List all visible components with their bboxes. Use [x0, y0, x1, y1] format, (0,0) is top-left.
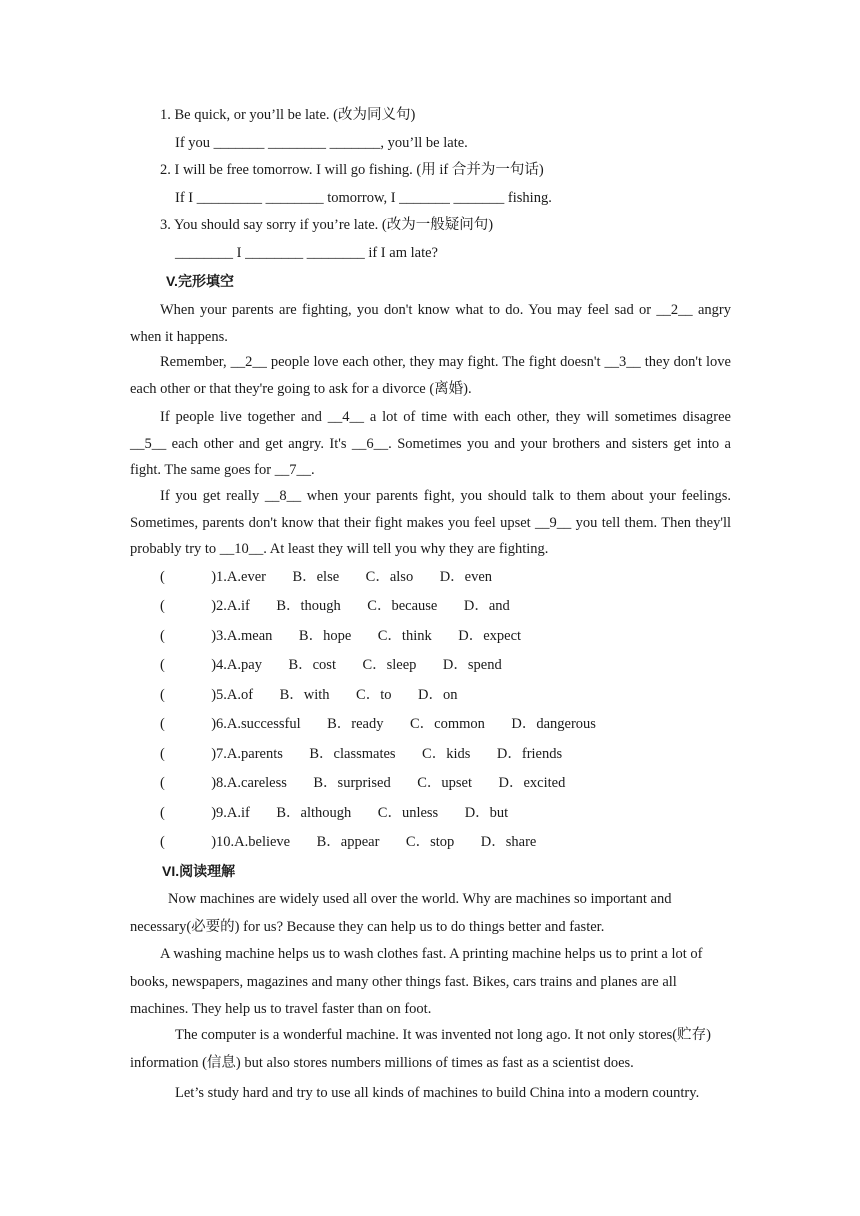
rewrite-answer-3: ________ I ________ ________ if I am late?	[175, 245, 438, 261]
rewrite-answer-2: If I _________ ________ tomorrow, I _______ _______ fishing.	[175, 190, 552, 206]
cloze-option-10: ( )10.A.believe B．appear C．stop D．share	[160, 834, 537, 850]
cloze-heading: V.完形填空	[166, 273, 234, 289]
reading-paragraph-2	[130, 941, 731, 1024]
rewrite-answer-1: If you _______ ________ _______, you’ll be late.	[175, 135, 468, 151]
cloze-option-3: ( )3.A.mean B．hope C．think D．expect	[160, 628, 522, 644]
reading-paragraph-3-text: The computer is a wonderful machine. It was invented not long ago. It not only stores(贮存) information (信息) but also stores numbers millions of times as fast as a scientist does.	[130, 1027, 711, 1071]
cloze-option-6: ( )6.A.successful B．ready C．common D．dangerous	[160, 716, 596, 732]
cloze-option-9: ( )9.A.if B．although C．unless D．but	[160, 805, 509, 821]
cloze-paragraph-2	[130, 349, 731, 402]
cloze-paragraph-4-text: If you get really __8__ when your parents fight, you should talk to them about your feelings. Sometimes, parents don't know that their fight makes you feel upset __9__ you tell them. Then they'll probably try to __10__. At least they will tell you why they are fighting.	[130, 488, 731, 557]
reading-paragraph-1	[130, 886, 731, 941]
rewrite-question-2: 2. I will be free tomorrow. I will go fishing. (用 if 合并为一句话)	[160, 162, 544, 178]
cloze-paragraph-3	[130, 404, 731, 484]
cloze-option-8: ( )8.A.careless B．surprised C．upset D．excited	[160, 775, 566, 791]
reading-paragraph-2-text: A washing machine helps us to wash clothes fast. A printing machine helps us to print a lot of books, newspapers, magazines and many other things fast. Bikes, cars trains and planes are all machines. They help us to travel faster than on foot.	[130, 946, 703, 1017]
reading-paragraph-3	[130, 1022, 731, 1077]
rewrite-question-1: 1. Be quick, or you’ll be late. (改为同义句)	[160, 107, 416, 123]
cloze-paragraph-2-text: Remember, __2__ people love each other, they may fight. The fight doesn't __3__ they don't love each other or that they're going to ask for a divorce (离婚).	[130, 354, 731, 397]
cloze-paragraph-4	[130, 483, 731, 563]
cloze-option-7: ( )7.A.parents B．classmates C．kids D．friends	[160, 746, 563, 762]
reading-paragraph-4: Let’s study hard and try to use all kinds of machines to build China into a modern country.	[175, 1085, 700, 1101]
reading-heading: VI.阅读理解	[162, 863, 236, 879]
reading-paragraph-1-text: Now machines are widely used all over the world. Why are machines so important and necessary(必要的) for us? Because they can help us to do things better and faster.	[130, 891, 672, 935]
cloze-option-4: ( )4.A.pay B．cost C．sleep D．spend	[160, 657, 502, 673]
cloze-option-5: ( )5.A.of B．with C．to D．on	[160, 687, 458, 703]
cloze-paragraph-1	[130, 297, 731, 350]
rewrite-question-3: 3. You should say sorry if you’re late. (改为一般疑问句)	[160, 217, 494, 233]
cloze-option-2: ( )2.A.if B．though C．because D．and	[160, 598, 510, 614]
cloze-option-1: ( )1.A.ever B．else C．also D．even	[160, 569, 493, 585]
cloze-paragraph-3-text: If people live together and __4__ a lot of time with each other, they will sometimes disagree __5__ each other and get angry. It's __6__. Sometimes you and your brothers and sisters get into a fight. The same goes for __7__.	[130, 409, 731, 478]
cloze-paragraph-1-text: When your parents are fighting, you don't know what to do. You may feel sad or __2__ angry when it happens.	[130, 302, 731, 345]
